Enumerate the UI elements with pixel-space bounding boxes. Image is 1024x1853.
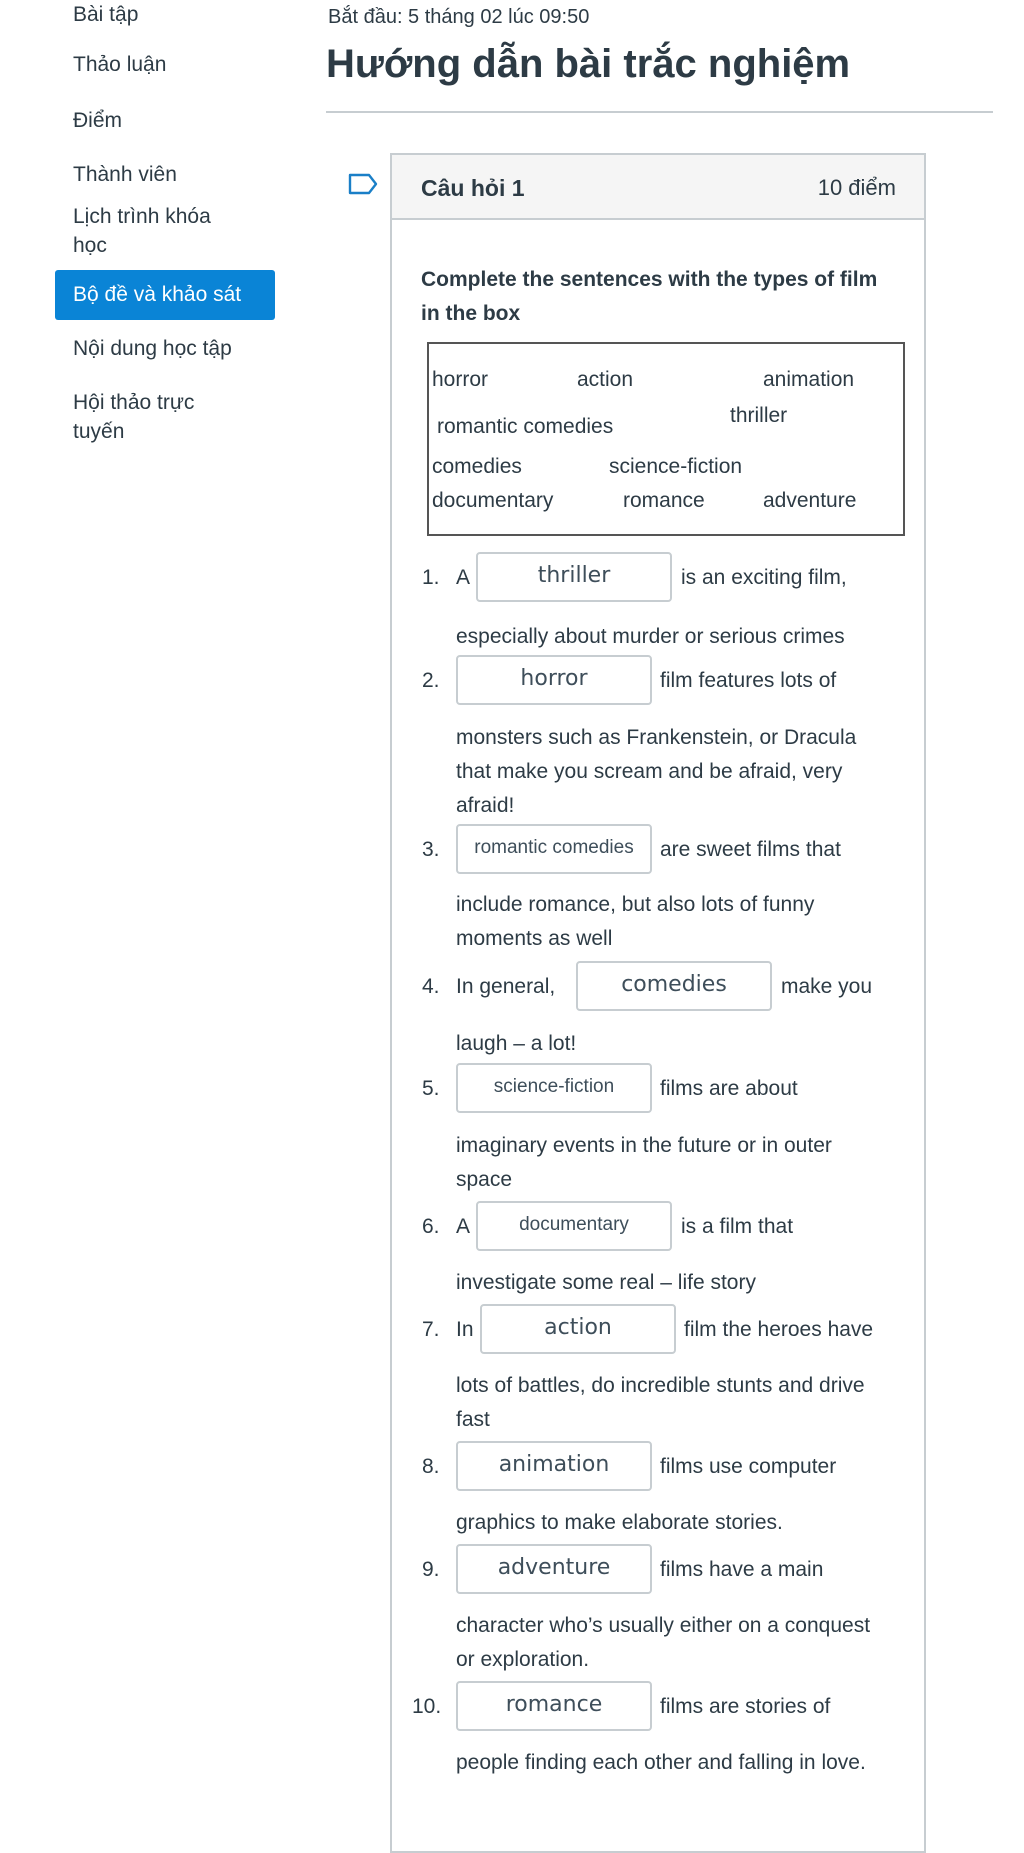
answer-input-2[interactable]: horror	[456, 655, 652, 705]
item-number: 9.	[422, 1558, 440, 1581]
answer-input-4[interactable]: comedies	[576, 961, 772, 1011]
item-number: 5.	[422, 1077, 440, 1100]
nav-item-discussions[interactable]: Thảo luận	[73, 53, 167, 76]
word-box-term: animation	[763, 368, 855, 391]
item-continuation: include romance, but also lots of funny	[456, 893, 815, 916]
nav-item-quizzes[interactable]: Bộ đề và khảo sát	[55, 270, 275, 320]
item-trail-text: film the heroes have	[684, 1318, 874, 1341]
item-number: 1.	[422, 566, 440, 589]
answer-input-7[interactable]: action	[480, 1304, 676, 1354]
item-continuation: that make you scream and be afraid, very	[456, 760, 843, 783]
item-continuation: imaginary events in the future or in outer	[456, 1134, 832, 1157]
item-continuation: space	[456, 1168, 513, 1191]
nav-item-modules[interactable]: Nội dung học tập	[73, 337, 232, 360]
item-continuation: monsters such as Frankenstein, or Dracula	[456, 726, 857, 749]
word-box-term: romantic comedies	[437, 415, 614, 438]
item-continuation: graphics to make elaborate stories.	[456, 1511, 783, 1534]
word-box-term: documentary	[432, 489, 554, 512]
item-lead-text: A	[456, 1215, 471, 1238]
item-trail-text: films are about	[660, 1077, 798, 1100]
item-trail-text: films use computer	[660, 1455, 837, 1478]
question-points: 10 điểm	[817, 175, 896, 200]
item-trail-text: films are stories of	[660, 1695, 831, 1718]
item-lead-text: In	[456, 1318, 474, 1341]
item-continuation: laugh – a lot!	[456, 1032, 577, 1055]
item-trail-text: is an exciting film,	[681, 566, 847, 589]
word-box-term: science-fiction	[609, 455, 743, 478]
answer-input-3[interactable]: romantic comedies	[456, 824, 652, 874]
nav-item-conferences[interactable]: Hội thảo trực tuyến	[73, 391, 195, 443]
nav-item-syllabus[interactable]: Lịch trình khóa học	[73, 205, 211, 257]
item-number: 3.	[422, 838, 440, 861]
word-box-term: thriller	[730, 404, 788, 427]
item-number: 2.	[422, 669, 440, 692]
question-name: Câu hỏi 1	[421, 175, 525, 201]
item-continuation: especially about murder or serious crimes	[456, 625, 845, 648]
item-trail-text: is a film that	[681, 1215, 794, 1238]
item-lead-text: In general,	[456, 975, 556, 998]
answer-input-6[interactable]: documentary	[476, 1201, 672, 1251]
item-continuation: investigate some real – life story	[456, 1271, 756, 1294]
item-trail-text: are sweet films that	[660, 838, 841, 861]
quiz-start-time: Bắt đầu: 5 tháng 02 lúc 09:50	[328, 6, 590, 28]
item-continuation: fast	[456, 1408, 490, 1431]
nav-item-assignments[interactable]: Bài tập	[73, 3, 139, 26]
item-trail-text: film features lots of	[660, 669, 837, 692]
item-continuation: people finding each other and falling in love.	[456, 1751, 866, 1774]
word-box-term: action	[577, 368, 634, 391]
item-continuation: afraid!	[456, 794, 515, 817]
word-box-term: comedies	[432, 455, 522, 478]
page-title: Hướng dẫn bài trắc nghiệm	[326, 42, 851, 86]
question-instruction: Complete the sentences with the types of film in the box	[421, 268, 878, 325]
answer-input-5[interactable]: science-fiction	[456, 1063, 652, 1113]
answer-input-10[interactable]: romance	[456, 1681, 652, 1731]
item-continuation: moments as well	[456, 927, 613, 950]
item-number: 8.	[422, 1455, 440, 1478]
item-lead-text: A	[456, 566, 471, 589]
item-number: 10.	[412, 1695, 442, 1718]
item-number: 4.	[422, 975, 440, 998]
item-trail-text: make you	[781, 975, 873, 998]
item-continuation: character who’s usually either on a conquest	[456, 1614, 871, 1637]
nav-item-people[interactable]: Thành viên	[73, 163, 177, 186]
question-card	[390, 153, 926, 1853]
answer-input-8[interactable]: animation	[456, 1441, 652, 1491]
nav-item-grades[interactable]: Điểm	[73, 109, 123, 132]
word-box-term: adventure	[763, 489, 857, 512]
item-number: 6.	[422, 1215, 440, 1238]
word-box-term: romance	[623, 489, 705, 512]
item-continuation: lots of battles, do incredible stunts and drive	[456, 1374, 865, 1397]
item-number: 7.	[422, 1318, 440, 1341]
item-trail-text: films have a main	[660, 1558, 824, 1581]
course-navigation	[0, 0, 300, 1833]
answer-input-9[interactable]: adventure	[456, 1544, 652, 1594]
answer-input-1[interactable]: thriller	[476, 552, 672, 602]
word-box-term: horror	[432, 368, 489, 391]
question-header	[392, 155, 924, 220]
flag-outline-icon[interactable]	[348, 173, 378, 195]
word-box	[427, 342, 905, 536]
header-divider	[326, 111, 993, 113]
item-continuation: or exploration.	[456, 1648, 590, 1671]
